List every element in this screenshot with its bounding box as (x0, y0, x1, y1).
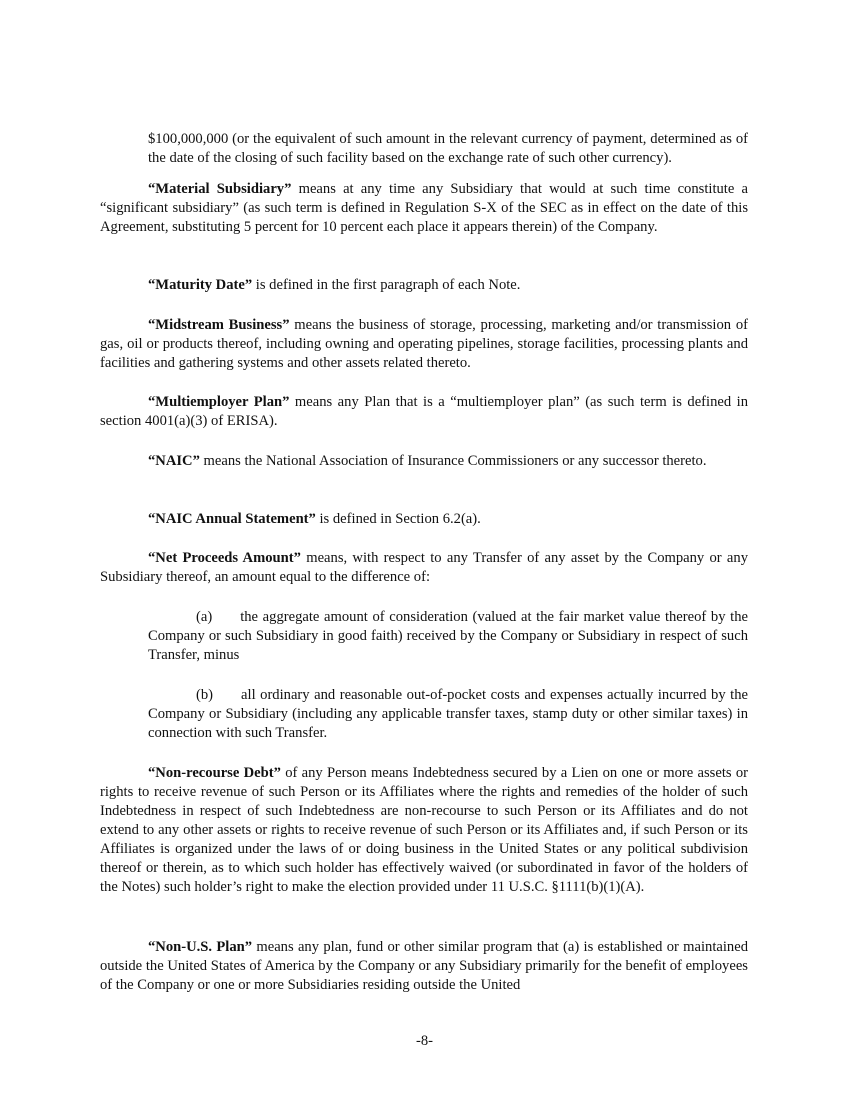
definition-non-us-plan (100, 938, 748, 995)
definition-text: of any Person means Indebtedness secured by a Lien on one or more assets or rights to receive revenue of such Person or its Affiliates where the rights and remedies of the holder of such Indebtedness in respect of such Indebtedness are non-recourse to such Person or its Affiliates and do not extend to any other assets or rights to receive revenue of such Person or its Affiliates and, if such Person or its Affiliates is organized under the laws of or doing business in the United States or any political subdivision thereof or therein, as to which such holder has effectively waived (or subordinated in favor of the holders of the Notes) such holder’s right to make the election provided under 11 U.S.C. §1111(b)(1)(A). (100, 765, 749, 895)
definition-multiemployer-plan (100, 393, 748, 431)
definition-non-recourse-debt (100, 764, 748, 897)
definition-midstream-business (100, 316, 748, 373)
clause-text: all ordinary and reasonable out-of-pocket costs and expenses actually incurred by the Company or Subsidiary (including any applicable transfer taxes, stamp duty or other similar taxes) in connection with such Transfer. (148, 687, 748, 741)
definition-text: means at any time any Subsidiary that would at such time constitute a “significant subsidiary” (as such term is defined in Regulation S-X of the SEC as in effect on the date of this Agreement, substituting 5 percent for 10 percent each place it appears therein) of the Company. (100, 181, 748, 235)
definition-naic-annual-statement (100, 510, 748, 529)
page-number: -8- (415, 1033, 434, 1049)
definition-text: means any Plan that is a “multiemployer plan” (as such term is defined in section 4001(a)(3) of ERISA). (100, 394, 748, 429)
definition-naic (100, 452, 748, 471)
clause-b (148, 686, 748, 743)
definition-text: means the National Association of Insurance Commissioners or any successor thereto. (199, 453, 707, 469)
definition-material-subsidiary (100, 180, 748, 237)
definition-maturity-date (100, 276, 748, 295)
defined-term: “Multiemployer Plan” (148, 394, 290, 410)
clause-text: the aggregate amount of consideration (valued at the fair market value thereof by the Company or such Subsidiary in good faith) received by the Company or Subsidiary in respect of such Transfer, minus (148, 609, 748, 663)
defined-term: “NAIC Annual Statement” (148, 511, 316, 527)
defined-term: “Net Proceeds Amount” (148, 550, 301, 566)
definition-text: is defined in Section 6.2(a). (315, 511, 481, 527)
definition-net-proceeds-amount (100, 549, 748, 587)
defined-term: “Non-recourse Debt” (148, 765, 281, 781)
definition-text: means the business of storage, processing, marketing and/or transmission of gas, oil or products thereof, including owning and operating pipelines, storage facilities, processing plants and facilities and gathering systems and other assets related thereto. (100, 317, 748, 371)
defined-term: “Midstream Business” (148, 317, 290, 333)
clause-a (148, 608, 748, 665)
clause-label: (b) (196, 687, 214, 703)
defined-term: “Material Subsidiary” (148, 181, 292, 197)
defined-term: “Maturity Date” (148, 277, 253, 293)
defined-term: “Non-U.S. Plan” (148, 939, 253, 955)
definition-text: is defined in the first paragraph of each Note. (252, 277, 521, 293)
continuation-paragraph: $100,000,000 (or the equivalent of such amount in the relevant currency of payment, determined as of the date of the closing of such facility based on the exchange rate of such other currency). (148, 131, 748, 166)
definition-text: means any plan, fund or other similar program that (a) is established or maintained outside the United States of America by the Company or any Subsidiary primarily for the benefit of employees of the Company or one or more Subsidiaries residing outside the United (100, 939, 749, 993)
clause-label: (a) (196, 609, 213, 625)
defined-term: “NAIC” (148, 453, 200, 469)
definition-text: means, with respect to any Transfer of any asset by the Company or any Subsidiary thereof, an amount equal to the difference of: (100, 550, 748, 585)
